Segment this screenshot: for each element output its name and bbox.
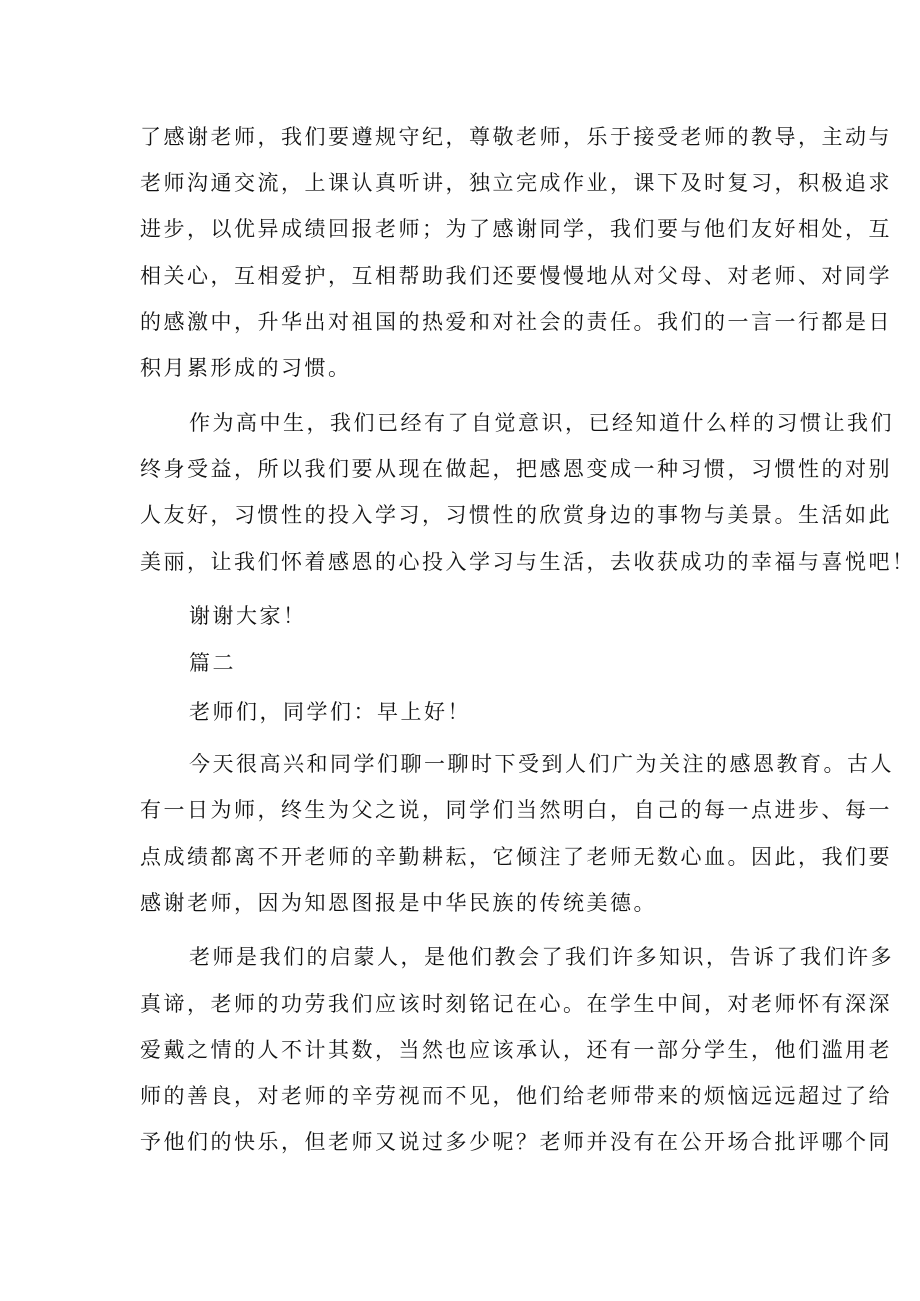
text-line: 真谛，老师的功劳我们应该时刻铭记在心。在学生中间，对老师怀有深深	[140, 992, 892, 1016]
text-line: 点成绩都离不开老师的辛勤耕耘，它倾注了老师无数心血。因此，我们要	[140, 845, 892, 869]
text-line: 今天很高兴和同学们聊一聊时下受到人们广为关注的感恩教育。古人	[189, 752, 894, 776]
text-line: 老师是我们的启蒙人，是他们教会了我们许多知识，告诉了我们许多	[189, 945, 894, 969]
text-line: 了感谢老师，我们要遵规守纪，尊敬老师，乐于接受老师的教导，主动与	[140, 125, 892, 149]
text-line: 终身受益，所以我们要从现在做起，把感恩变成一种习惯，习惯性的对别	[140, 457, 892, 481]
text-line: 爱戴之情的人不计其数，当然也应该承认，还有一部分学生，他们滥用老	[140, 1038, 892, 1062]
text-line: 有一日为师，终生为父之说，同学们当然明白，自己的每一点进步、每一	[140, 798, 892, 822]
text-line: 师的善良，对老师的辛劳视而不见，他们给老师带来的烦恼远远超过了给	[140, 1084, 892, 1108]
text-line: 感谢老师，因为知恩图报是中华民族的传统美德。	[140, 891, 657, 915]
section-heading: 篇二	[189, 651, 236, 675]
text-line: 作为高中生，我们已经有了自觉意识，已经知道什么样的习惯让我们	[189, 411, 894, 435]
text-line: 人友好，习惯性的投入学习，习惯性的欣赏身边的事物与美景。生活如此	[140, 503, 892, 527]
text-line: 积月累形成的习惯。	[140, 356, 352, 380]
closing-text: 谢谢大家！	[189, 604, 307, 628]
text-line: 的感激中，升华出对祖国的热爱和对社会的责任。我们的一言一行都是日	[140, 310, 892, 334]
text-line: 老师沟通交流，上课认真听讲，独立完成作业，课下及时复习，积极追求	[140, 171, 892, 195]
greeting-text: 老师们，同学们：早上好！	[189, 700, 471, 724]
text-line: 美丽，让我们怀着感恩的心投入学习与生活，去收获成功的幸福与喜悦吧！	[140, 550, 916, 574]
text-line: 进步，以优异成绩回报老师；为了感谢同学，我们要与他们友好相处，互	[140, 217, 892, 241]
text-line: 相关心，互相爱护，互相帮助我们还要慢慢地从对父母、对老师、对同学	[140, 264, 892, 288]
text-line: 予他们的快乐，但老师又说过多少呢？老师并没有在公开场合批评哪个同	[140, 1130, 892, 1154]
